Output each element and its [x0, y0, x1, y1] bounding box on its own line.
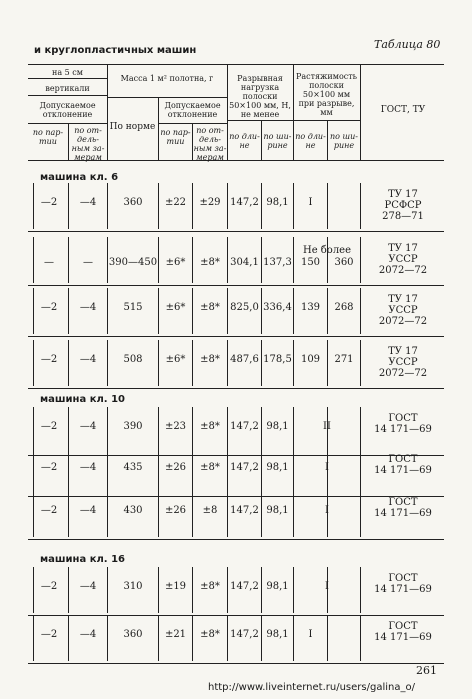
table-cell-bl: 147,2: [230, 421, 259, 432]
table-cell-dm: ±8*: [200, 421, 220, 432]
table-cell-el: I: [325, 581, 329, 592]
header-cell: по пар-тии: [160, 128, 191, 146]
header-cell: по дли-не: [229, 132, 260, 150]
standard-ref: [362, 413, 444, 435]
standard-ref: [362, 243, 444, 276]
table-cell-dp: ±22: [164, 197, 187, 208]
table-cell-bl: 825,0: [230, 302, 259, 313]
standard-ref-line: 14 171—69: [374, 584, 432, 595]
table-cell-norm: 390: [123, 421, 143, 432]
table-cell-el: 150: [300, 257, 321, 268]
header-rule: [28, 95, 107, 96]
standard-ref-line: ТУ 17: [388, 243, 418, 254]
table-cell-bl: 147,2: [230, 462, 259, 473]
table-cell-bw: 98,1: [266, 505, 289, 516]
row-rule: [28, 663, 444, 664]
table-cell-bw: 137,3: [263, 257, 292, 268]
table-cell-dp: ±26: [164, 462, 187, 473]
header-cell: Масса 1 м² полотна, г: [120, 74, 214, 83]
table-cell-norm: 508: [123, 354, 143, 365]
table-cell-a: —2: [40, 629, 58, 640]
standard-ref-line: 2072—72: [378, 265, 428, 276]
column-rule: [327, 183, 328, 229]
standard-ref: [362, 346, 444, 379]
table-cell-el: I: [308, 629, 313, 640]
header-cell: вертикали: [45, 84, 90, 93]
column-rule: [360, 340, 361, 386]
standard-ref-line: ТУ 17: [388, 346, 418, 357]
table-cell-dm: ±8*: [200, 462, 220, 473]
standard-ref-line: УССР: [388, 254, 418, 265]
table-cell-bl: 147,2: [230, 197, 259, 208]
watermark-url: http://www.liveinternet.ru/users/galina_o/: [208, 682, 415, 693]
header-cell: Допускаемое отклонение: [164, 101, 221, 119]
table-cell-norm: 430: [123, 505, 143, 516]
table-cell-bw: 98,1: [266, 462, 289, 473]
table-cell-bw: 336,4: [263, 302, 292, 313]
table-cell-el: I: [308, 197, 313, 208]
table-cell-dp: ±21: [164, 629, 187, 640]
standard-ref-line: ГОСТ: [388, 573, 418, 584]
standard-ref-line: ГОСТ: [388, 413, 418, 424]
table-cell-norm: 390—450: [108, 257, 158, 268]
header-rule: [28, 78, 107, 79]
header-cell: по дли-не: [295, 132, 326, 150]
row-rule: [28, 615, 444, 616]
column-rule: [360, 237, 361, 283]
table-cell-norm: 310: [123, 581, 143, 592]
table-cell-dm: ±8*: [200, 629, 220, 640]
table-cell-bw: 98,1: [266, 581, 289, 592]
header-rule: [227, 120, 360, 121]
header-rule: [158, 123, 227, 124]
section-title: машина кл. 6: [40, 172, 119, 183]
header-cell: по ши-рине: [330, 132, 358, 150]
table-cell-dp: ±23: [164, 421, 187, 432]
standard-ref-line: 14 171—69: [374, 632, 432, 643]
header-cell: ГОСТ, ТУ: [380, 105, 426, 115]
header-cell: по от-дель-ным за-мерам: [71, 126, 105, 162]
column-rule: [327, 615, 328, 661]
table-cell-b: —4: [79, 302, 97, 313]
table-cell-dp: ±6*: [165, 354, 186, 365]
header-top-rule: [28, 64, 444, 65]
header-divider: [107, 64, 108, 161]
table-cell-el: 109: [300, 354, 321, 365]
table-cell-bl: 147,2: [230, 629, 259, 640]
header-cell: Допускаемое отклонение: [39, 101, 96, 119]
table-cell-a: —2: [40, 354, 58, 365]
table-cell-bw: 178,5: [263, 354, 292, 365]
table-label: Таблица 80: [374, 38, 441, 51]
row-rule: [28, 231, 444, 232]
standard-ref: [362, 573, 444, 595]
standard-ref: [362, 454, 444, 476]
table-cell-bl: 487,6: [230, 354, 259, 365]
table-cell-el: 139: [300, 302, 321, 313]
header-cell: по от-дель-ным за-мерам: [193, 126, 227, 162]
table-cell-a: —2: [40, 462, 58, 473]
standard-ref-line: ГОСТ: [388, 621, 418, 632]
table-cell-dm: ±8*: [200, 354, 220, 365]
column-rule: [360, 491, 361, 537]
table-cell-bw: 98,1: [266, 197, 289, 208]
table-cell-dm: ±8*: [200, 581, 220, 592]
column-rule: [360, 615, 361, 661]
table-note: Не более: [302, 245, 352, 256]
table-cell-dm: ±29: [199, 197, 221, 208]
table-cell-el: II: [323, 421, 331, 432]
column-rule: [360, 183, 361, 229]
column-rule: [360, 567, 361, 613]
table-cell-a: —2: [40, 505, 58, 516]
table-cell-bl: 147,2: [230, 581, 259, 592]
standard-ref-line: УССР: [388, 357, 418, 368]
table-cell-dp: ±6*: [165, 302, 186, 313]
table-cell-a: —2: [40, 197, 58, 208]
table-cell-el: I: [325, 462, 329, 473]
standard-ref-line: 14 171—69: [374, 424, 432, 435]
standard-ref: [362, 294, 444, 327]
standard-ref: [362, 497, 444, 519]
standard-ref-line: ТУ 17: [388, 189, 418, 200]
row-rule: [28, 336, 444, 337]
row-rule: [28, 388, 444, 389]
header-cell: По норме: [109, 122, 156, 132]
section-title: машина кл. 10: [40, 394, 125, 405]
table-cell-b: —4: [79, 421, 97, 432]
section-title: машина кл. 16: [40, 554, 125, 565]
header-rule: [107, 97, 227, 98]
page-heading: и круглопластичных машин: [34, 45, 197, 56]
standard-ref: [362, 189, 444, 222]
page-number: 261: [416, 664, 437, 677]
table-cell-b: —4: [79, 581, 97, 592]
column-rule: [360, 448, 361, 494]
standard-ref: [362, 621, 444, 643]
standard-ref-line: РСФСР: [384, 200, 422, 211]
table-cell-norm: 360: [123, 629, 143, 640]
table-cell-bl: 147,2: [230, 505, 259, 516]
standard-ref-line: 2072—72: [378, 368, 428, 379]
column-rule: [360, 407, 361, 453]
header-divider: [360, 64, 361, 161]
table-cell-dp: ±19: [164, 581, 187, 592]
standard-ref-line: ТУ 17: [388, 294, 418, 305]
standard-ref-line: ГОСТ: [388, 454, 418, 465]
table-cell-bw: 98,1: [266, 629, 289, 640]
table-cell-b: —4: [79, 197, 97, 208]
table-cell-ew: 271: [334, 354, 354, 365]
table-cell-el: I: [325, 505, 329, 516]
standard-ref-line: 278—71: [382, 211, 424, 222]
table-cell-b: —: [83, 257, 93, 268]
table-cell-bl: 304,1: [230, 257, 259, 268]
table-cell-b: —4: [79, 505, 97, 516]
header-rule: [28, 123, 107, 124]
table-cell-norm: 360: [123, 197, 143, 208]
table-cell-dp: ±26: [164, 505, 187, 516]
standard-ref-line: 14 171—69: [374, 508, 432, 519]
table-cell-ew: 360: [334, 257, 354, 268]
table-cell-b: —4: [79, 462, 97, 473]
row-rule: [28, 539, 444, 540]
table-cell-dm: ±8*: [200, 302, 220, 313]
table-cell-ew: 268: [334, 302, 354, 313]
header-cell: Растяжимость полоски 50×100 мм при разрыве, мм: [295, 72, 358, 117]
table-cell-a: —2: [40, 421, 58, 432]
standard-ref-line: 14 171—69: [374, 465, 432, 476]
table-cell-bw: 98,1: [266, 421, 289, 432]
table-cell-b: —4: [79, 354, 97, 365]
table-cell-a: —2: [40, 581, 58, 592]
standard-ref-line: ГОСТ: [388, 497, 418, 508]
header-cell: по ши-рине: [263, 132, 292, 150]
header-cell: по пар-тии: [32, 128, 64, 146]
header-cell: Разрывная нагрузка полоски 50×100 мм, Н, не менее: [229, 74, 291, 119]
table-cell-a: —: [44, 257, 54, 268]
row-rule: [28, 285, 444, 286]
table-cell-a: —2: [40, 302, 58, 313]
table-cell-norm: 435: [123, 462, 143, 473]
table-cell-dp: ±6*: [165, 257, 186, 268]
column-rule: [360, 288, 361, 334]
header-cell: на 5 см: [52, 68, 83, 77]
table-cell-norm: 515: [123, 302, 143, 313]
standard-ref-line: УССР: [388, 305, 418, 316]
table-cell-dm: ±8*: [200, 257, 220, 268]
table-cell-dm: ±8: [202, 505, 218, 516]
table-cell-b: —4: [79, 629, 97, 640]
standard-ref-line: 2072—72: [378, 316, 428, 327]
